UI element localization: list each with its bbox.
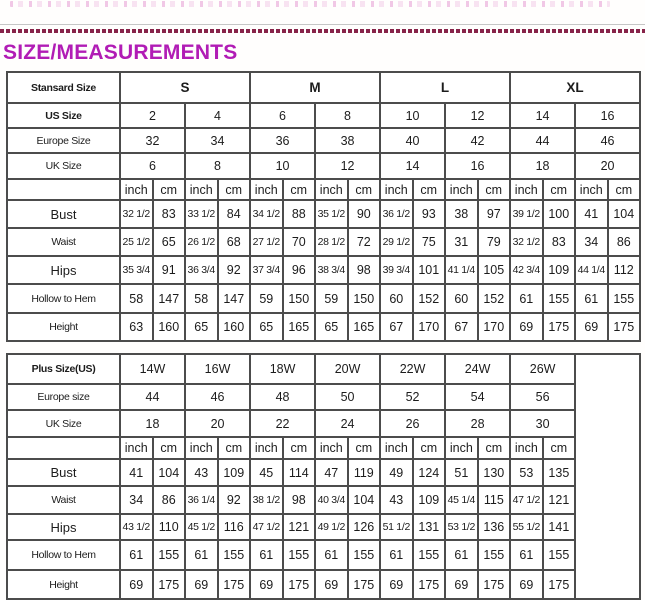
table-cell: 25 1/2	[120, 228, 153, 256]
table-cell: 45 1/4	[445, 486, 478, 514]
table-cell: 70	[283, 228, 316, 256]
table-cell: 98	[348, 256, 381, 284]
table-cell: 14	[380, 153, 445, 179]
plus-size-table-wrap	[0, 353, 645, 600]
top-hairline-divider	[0, 24, 645, 25]
table-cell: 42 3/4	[510, 256, 543, 284]
table-cell: cm	[478, 437, 511, 459]
table-cell: 112	[608, 256, 641, 284]
table-row	[7, 459, 640, 486]
table-cell: 160	[153, 313, 186, 341]
table-cell: 72	[348, 228, 381, 256]
page-title: SIZE/MEASUREMENTS	[3, 41, 238, 64]
table-row	[7, 410, 640, 437]
table-row	[7, 128, 640, 153]
table-cell: cm	[413, 437, 446, 459]
table-cell: 79	[478, 228, 511, 256]
table-cell: 69	[250, 570, 283, 599]
table-cell: 31	[445, 228, 478, 256]
table-cell: 10	[250, 153, 315, 179]
table-cell: 69	[185, 570, 218, 599]
row-label-cell: Height	[7, 570, 120, 599]
table-cell: inch	[315, 179, 348, 200]
table-cell: 20	[575, 153, 640, 179]
table-cell: 24W	[445, 354, 510, 384]
table-row	[7, 514, 640, 540]
table-cell: 34	[575, 228, 608, 256]
table-cell: 83	[543, 228, 576, 256]
table-cell: 22	[250, 410, 315, 437]
table-cell: 63	[120, 313, 153, 341]
table-cell: 155	[543, 284, 576, 313]
table-cell: 44 1/4	[575, 256, 608, 284]
table-cell: inch	[250, 437, 283, 459]
table-cell: 35 3/4	[120, 256, 153, 284]
table-cell: 155	[608, 284, 641, 313]
table-cell: 65	[185, 313, 218, 341]
table-row	[7, 256, 640, 284]
table-row	[7, 153, 640, 179]
table-cell: 155	[413, 540, 446, 570]
table-cell: 41	[575, 200, 608, 228]
table-cell: 28 1/2	[315, 228, 348, 256]
row-label-cell: Plus Size(US)	[7, 354, 120, 384]
table-cell: 55 1/2	[510, 514, 543, 540]
table-cell: 47 1/2	[250, 514, 283, 540]
table-row	[7, 384, 640, 410]
row-label-cell	[7, 179, 120, 200]
table-cell: 46	[185, 384, 250, 410]
table-cell: 12	[315, 153, 380, 179]
table-cell: 109	[413, 486, 446, 514]
table-cell: 39 3/4	[380, 256, 413, 284]
table-cell: 68	[218, 228, 251, 256]
row-label-cell: Europe size	[7, 384, 120, 410]
table-cell: 67	[380, 313, 413, 341]
table-cell: 48	[250, 384, 315, 410]
table-cell: 61	[120, 540, 153, 570]
row-label-cell: Europe Size	[7, 128, 120, 153]
table-cell: 28	[445, 410, 510, 437]
table-cell: 16	[575, 103, 640, 128]
table-cell: 109	[543, 256, 576, 284]
row-label-cell: Waist	[7, 486, 120, 514]
table-cell: 38 1/2	[250, 486, 283, 514]
table-cell: 14	[510, 103, 575, 128]
table-cell: 175	[413, 570, 446, 599]
table-cell: 20	[185, 410, 250, 437]
table-cell: 45 1/2	[185, 514, 218, 540]
table-cell: 155	[543, 540, 576, 570]
table-cell: 147	[218, 284, 251, 313]
table-cell: cm	[608, 179, 641, 200]
table-cell: 75	[413, 228, 446, 256]
table-cell: 88	[283, 200, 316, 228]
table-cell: 16	[445, 153, 510, 179]
table-cell: 61	[380, 540, 413, 570]
table-cell: inch	[185, 437, 218, 459]
table-row	[7, 437, 640, 459]
table-cell: 105	[478, 256, 511, 284]
table-cell: 8	[315, 103, 380, 128]
table-cell: cm	[348, 179, 381, 200]
table-cell: 49	[380, 459, 413, 486]
table-cell: 61	[445, 540, 478, 570]
row-label-cell: Hollow to Hem	[7, 540, 120, 570]
table-cell: inch	[510, 179, 543, 200]
table-cell: 8	[185, 153, 250, 179]
table-cell: 155	[348, 540, 381, 570]
table-cell: 114	[283, 459, 316, 486]
table-cell: inch	[575, 179, 608, 200]
table-cell: 155	[153, 540, 186, 570]
table-row	[7, 486, 640, 514]
standard-size-table	[6, 71, 641, 342]
table-cell: 100	[543, 200, 576, 228]
table-cell: 69	[575, 313, 608, 341]
table-cell: 37 3/4	[250, 256, 283, 284]
table-cell: 50	[315, 384, 380, 410]
table-cell: cm	[283, 179, 316, 200]
table-cell: 40 3/4	[315, 486, 348, 514]
table-cell: 24	[315, 410, 380, 437]
table-cell: 135	[543, 459, 576, 486]
table-row	[7, 570, 640, 599]
table-cell: 18W	[250, 354, 315, 384]
table-cell: 59	[315, 284, 348, 313]
table-cell: S	[120, 72, 250, 103]
table-cell: 2	[120, 103, 185, 128]
table-cell: 92	[218, 256, 251, 284]
table-cell: 170	[413, 313, 446, 341]
row-label-cell: Bust	[7, 459, 120, 486]
table-cell: 155	[478, 540, 511, 570]
row-label-cell: Height	[7, 313, 120, 341]
table-cell: 101	[413, 256, 446, 284]
table-cell: cm	[478, 179, 511, 200]
table-cell: 43 1/2	[120, 514, 153, 540]
row-label-cell: UK Size	[7, 410, 120, 437]
table-cell: inch	[185, 179, 218, 200]
table-cell: 126	[348, 514, 381, 540]
table-cell: 93	[413, 200, 446, 228]
table-cell: 124	[413, 459, 446, 486]
table-cell: 14W	[120, 354, 185, 384]
table-cell: inch	[510, 437, 543, 459]
table-cell: 47 1/2	[510, 486, 543, 514]
table-cell: 155	[283, 540, 316, 570]
table-cell: 91	[153, 256, 186, 284]
table-cell: M	[250, 72, 380, 103]
table-cell: XL	[510, 72, 640, 103]
table-cell: inch	[120, 179, 153, 200]
table-cell: 29 1/2	[380, 228, 413, 256]
table-cell: 175	[283, 570, 316, 599]
table-cell: 147	[153, 284, 186, 313]
table-cell: 116	[218, 514, 251, 540]
table-cell: 38	[315, 128, 380, 153]
table-cell: 119	[348, 459, 381, 486]
table-row	[7, 72, 640, 103]
table-cell: 152	[413, 284, 446, 313]
row-label-cell: Waist	[7, 228, 120, 256]
table-cell: inch	[315, 437, 348, 459]
table-cell: 16W	[185, 354, 250, 384]
table-cell: 160	[218, 313, 251, 341]
table-cell: cm	[543, 437, 576, 459]
table-cell: 61	[185, 540, 218, 570]
table-cell: 35 1/2	[315, 200, 348, 228]
table-cell: 30	[510, 410, 575, 437]
table-cell: cm	[348, 437, 381, 459]
table-cell: 69	[510, 570, 543, 599]
table-cell: inch	[250, 179, 283, 200]
dashed-separator	[0, 29, 645, 33]
table-cell: 53	[510, 459, 543, 486]
table-cell: 42	[445, 128, 510, 153]
table-cell: 61	[250, 540, 283, 570]
table-cell: 150	[348, 284, 381, 313]
table-cell: 52	[380, 384, 445, 410]
row-label-cell: Hollow to Hem	[7, 284, 120, 313]
table-cell: inch	[120, 437, 153, 459]
table-cell: 26W	[510, 354, 575, 384]
table-cell: 40	[380, 128, 445, 153]
table-cell: 175	[153, 570, 186, 599]
table-cell: cm	[218, 179, 251, 200]
table-cell: 86	[153, 486, 186, 514]
table-cell: 36 3/4	[185, 256, 218, 284]
table-cell: 104	[348, 486, 381, 514]
table-cell: 69	[380, 570, 413, 599]
table-cell: 69	[445, 570, 478, 599]
table-cell: 60	[380, 284, 413, 313]
table-cell: 32 1/2	[510, 228, 543, 256]
row-label-cell: UK Size	[7, 153, 120, 179]
table-cell: 33 1/2	[185, 200, 218, 228]
table-cell: 41 1/4	[445, 256, 478, 284]
table-cell: 26 1/2	[185, 228, 218, 256]
table-cell: 34	[120, 486, 153, 514]
table-cell: 104	[153, 459, 186, 486]
table-cell: 109	[218, 459, 251, 486]
table-cell: 175	[543, 570, 576, 599]
table-cell: 10	[380, 103, 445, 128]
table-cell: 38 3/4	[315, 256, 348, 284]
table-cell: 36	[250, 128, 315, 153]
table-cell: 121	[543, 486, 576, 514]
table-cell: 26	[380, 410, 445, 437]
table-cell: inch	[380, 179, 413, 200]
table-cell: cm	[153, 437, 186, 459]
table-cell: 32 1/2	[120, 200, 153, 228]
row-label-cell	[7, 437, 120, 459]
row-label-cell: Hips	[7, 256, 120, 284]
table-cell: 34 1/2	[250, 200, 283, 228]
table-cell: 36 1/4	[185, 486, 218, 514]
table-cell: inch	[380, 437, 413, 459]
cropped-top-text	[10, 1, 610, 7]
table-cell: 54	[445, 384, 510, 410]
table-cell: 58	[120, 284, 153, 313]
table-cell: 67	[445, 313, 478, 341]
row-label-cell: Bust	[7, 200, 120, 228]
table-cell: 34	[185, 128, 250, 153]
table-cell: 36 1/2	[380, 200, 413, 228]
table-cell: 27 1/2	[250, 228, 283, 256]
row-label-cell: Hips	[7, 514, 120, 540]
table-cell: 58	[185, 284, 218, 313]
table-row	[7, 179, 640, 200]
table-cell: 18	[510, 153, 575, 179]
table-cell: inch	[445, 437, 478, 459]
table-cell: 170	[478, 313, 511, 341]
table-cell: 61	[510, 284, 543, 313]
table-cell: 43	[380, 486, 413, 514]
table-cell: 86	[608, 228, 641, 256]
table-cell: 65	[315, 313, 348, 341]
table-cell: 61	[575, 284, 608, 313]
table-cell: 65	[250, 313, 283, 341]
table-cell: 104	[608, 200, 641, 228]
table-cell: 69	[510, 313, 543, 341]
table-cell: 136	[478, 514, 511, 540]
table-cell: 130	[478, 459, 511, 486]
table-cell: 51	[445, 459, 478, 486]
table-cell: 69	[315, 570, 348, 599]
table-cell: 65	[153, 228, 186, 256]
table-cell: 165	[348, 313, 381, 341]
table-cell: 175	[608, 313, 641, 341]
table-cell: 46	[575, 128, 640, 153]
table-cell: 12	[445, 103, 510, 128]
table-cell: 43	[185, 459, 218, 486]
table-cell: 6	[120, 153, 185, 179]
table-cell: 32	[120, 128, 185, 153]
table-cell	[575, 354, 640, 599]
table-cell: 18	[120, 410, 185, 437]
table-cell: 92	[218, 486, 251, 514]
table-row	[7, 540, 640, 570]
table-cell: 61	[510, 540, 543, 570]
table-cell: 69	[120, 570, 153, 599]
table-cell: 4	[185, 103, 250, 128]
table-cell: 20W	[315, 354, 380, 384]
table-cell: 47	[315, 459, 348, 486]
table-cell: 150	[283, 284, 316, 313]
table-cell: 45	[250, 459, 283, 486]
table-row	[7, 313, 640, 341]
table-cell: 44	[510, 128, 575, 153]
table-cell: 152	[478, 284, 511, 313]
table-cell: inch	[445, 179, 478, 200]
table-cell: 110	[153, 514, 186, 540]
table-cell: 90	[348, 200, 381, 228]
table-cell: cm	[283, 437, 316, 459]
table-cell: 115	[478, 486, 511, 514]
table-cell: 22W	[380, 354, 445, 384]
table-cell: cm	[153, 179, 186, 200]
table-cell: 38	[445, 200, 478, 228]
table-cell: 175	[543, 313, 576, 341]
row-label-cell: US Size	[7, 103, 120, 128]
table-cell: 165	[283, 313, 316, 341]
table-cell: 97	[478, 200, 511, 228]
table-row	[7, 354, 640, 384]
table-cell: 175	[218, 570, 251, 599]
table-cell: 49 1/2	[315, 514, 348, 540]
row-label-cell: Stansard Size	[7, 72, 120, 103]
table-cell: 61	[315, 540, 348, 570]
standard-size-table-wrap	[0, 71, 645, 342]
table-cell: 96	[283, 256, 316, 284]
table-cell: 41	[120, 459, 153, 486]
table-cell: 131	[413, 514, 446, 540]
table-cell: cm	[543, 179, 576, 200]
table-cell: cm	[413, 179, 446, 200]
table-cell: cm	[218, 437, 251, 459]
table-cell: 51 1/2	[380, 514, 413, 540]
table-row	[7, 284, 640, 313]
table-cell: 98	[283, 486, 316, 514]
table-row	[7, 228, 640, 256]
table-cell: 53 1/2	[445, 514, 478, 540]
plus-size-table	[6, 353, 641, 600]
table-cell: 175	[478, 570, 511, 599]
table-cell: 84	[218, 200, 251, 228]
table-cell: 121	[283, 514, 316, 540]
table-cell: 83	[153, 200, 186, 228]
table-cell: 56	[510, 384, 575, 410]
table-cell: 155	[218, 540, 251, 570]
table-cell: 6	[250, 103, 315, 128]
table-cell: 60	[445, 284, 478, 313]
table-cell: 175	[348, 570, 381, 599]
table-cell: L	[380, 72, 510, 103]
table-cell: 44	[120, 384, 185, 410]
table-cell: 141	[543, 514, 576, 540]
table-row	[7, 103, 640, 128]
table-cell: 59	[250, 284, 283, 313]
table-cell: 39 1/2	[510, 200, 543, 228]
table-row	[7, 200, 640, 228]
